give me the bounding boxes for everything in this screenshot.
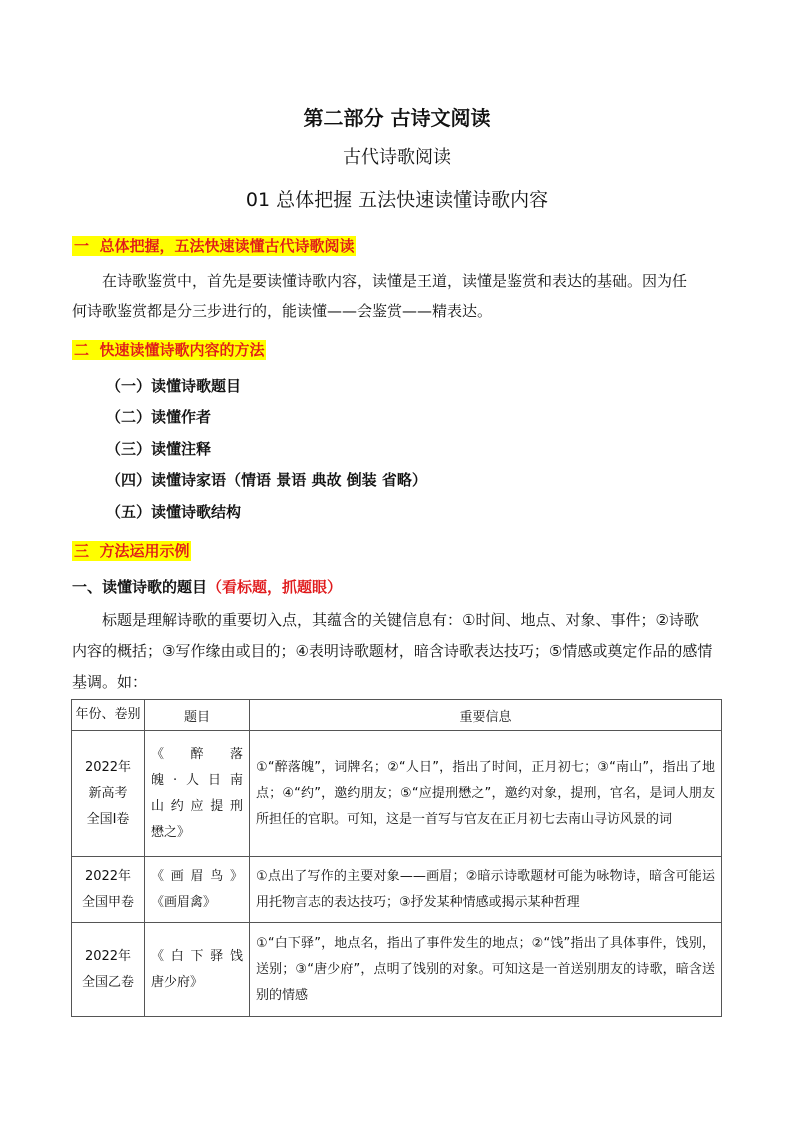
section-2-heading bbox=[72, 338, 266, 362]
table-row bbox=[72, 731, 722, 857]
table-row bbox=[72, 857, 722, 923]
method-item: （三）读懂注释 bbox=[106, 440, 212, 458]
table-header-cell: 重要信息 bbox=[250, 700, 722, 731]
title-line: 懋之》 bbox=[151, 824, 191, 840]
method-item: （一）读懂诗歌题目 bbox=[106, 377, 242, 395]
table-header-row bbox=[72, 700, 722, 731]
year-line: 2022年 bbox=[84, 948, 132, 964]
chapter-subtitle: 古代诗歌阅读 bbox=[343, 147, 451, 168]
section-1-heading bbox=[72, 234, 356, 258]
year-cell bbox=[72, 857, 145, 923]
section-1-para-line1: 在诗歌鉴赏中，首先是要读懂诗歌内容，读懂是王道，读懂是鉴赏和表达的基础。因为任 bbox=[102, 272, 688, 290]
year-cell bbox=[72, 923, 145, 1017]
section-3-para-line3: 基调。如： bbox=[72, 673, 148, 691]
title-line: 《画眉鸟》 bbox=[151, 868, 243, 884]
method-item: （五）读懂诗歌结构 bbox=[106, 503, 242, 521]
title-cell bbox=[145, 923, 250, 1017]
table-row bbox=[72, 923, 722, 1017]
part-title: 第二部分 古诗文阅读 bbox=[303, 106, 491, 130]
section-3-number: 三 bbox=[74, 542, 90, 560]
info-cell: ①“醉落魄”，词牌名；②“人日”，指出了时间，正月初七；③“南山”，指出了地点；④“约”，邀约朋友；⑤“应提刑懋之”，邀约对象，提刑，官名，是词人朋友所担任的官职。可知，这是一首写与官友在正月初七去南山寻访风景的词 bbox=[250, 731, 722, 857]
section-1-label: 总体把握，五法快速读懂古代诗歌阅读 bbox=[99, 237, 355, 255]
title-line: 《 醉 落 bbox=[151, 746, 243, 762]
year-line: 全国甲卷 bbox=[81, 894, 134, 910]
title-line: 《白下驿饯 bbox=[151, 948, 243, 964]
info-cell: ①点出了写作的主要对象——画眉；②暗示诗歌题材可能为咏物诗，暗含可能运用托物言志的表达技巧；③抒发某种情感或揭示某种哲理 bbox=[250, 857, 722, 923]
section-2-number: 二 bbox=[74, 341, 90, 359]
year-line: 新高考 bbox=[88, 785, 128, 801]
year-line: 全国Ⅰ卷 bbox=[86, 811, 130, 827]
title-info-table bbox=[71, 699, 722, 1017]
lesson-title: 01 总体把握 五法快速读懂诗歌内容 bbox=[245, 189, 549, 211]
info-cell: ①“白下驿”，地点名，指出了事件发生的地点；②“饯”指出了具体事件，饯别，送别；③“唐少府”，点明了饯别的对象。可知这是一首送别朋友的诗歌，暗含送别的情感 bbox=[250, 923, 722, 1017]
year-line: 2022年 bbox=[84, 759, 132, 775]
section-1-number: 一 bbox=[74, 237, 90, 255]
year-line: 2022年 bbox=[84, 868, 132, 884]
subsection-heading bbox=[72, 575, 342, 599]
section-3-label: 方法运用示例 bbox=[99, 542, 190, 560]
title-cell bbox=[145, 731, 250, 857]
title-line: 魄·人日南 bbox=[151, 772, 243, 788]
title-cell bbox=[145, 857, 250, 923]
table-header-cell: 题目 bbox=[145, 700, 250, 731]
title-line: 《画眉禽》 bbox=[151, 894, 217, 910]
section-3-para-line2: 内容的概括；③写作缘由或目的；④表明诗歌题材，暗含诗歌表达技巧；⑤情感或奠定作品的感情 bbox=[72, 642, 713, 660]
title-line: 山约应提刑 bbox=[151, 798, 243, 814]
method-item: （四）读懂诗家语（情语 景语 典故 倒装 省略） bbox=[106, 471, 427, 489]
method-item: （二）读懂作者 bbox=[106, 408, 212, 426]
section-2-label: 快速读懂诗歌内容的方法 bbox=[99, 341, 265, 359]
subsection-heading-note: （看标题，抓题眼） bbox=[207, 578, 343, 596]
year-line: 全国乙卷 bbox=[81, 974, 134, 990]
section-1-para-line2: 何诗歌鉴赏都是分三步进行的，能读懂——会鉴赏——精表达。 bbox=[72, 302, 493, 320]
year-cell bbox=[72, 731, 145, 857]
section-3-heading bbox=[72, 539, 191, 563]
section-3-para-line1: 标题是理解诗歌的重要切入点，其蕴含的关键信息有：①时间、地点、对象、事件；②诗歌 bbox=[102, 611, 699, 629]
table-header-cell: 年份、卷别 bbox=[72, 700, 145, 731]
title-line: 唐少府》 bbox=[151, 974, 204, 990]
subsection-heading-text: 一、读懂诗歌的题目 bbox=[72, 578, 208, 596]
